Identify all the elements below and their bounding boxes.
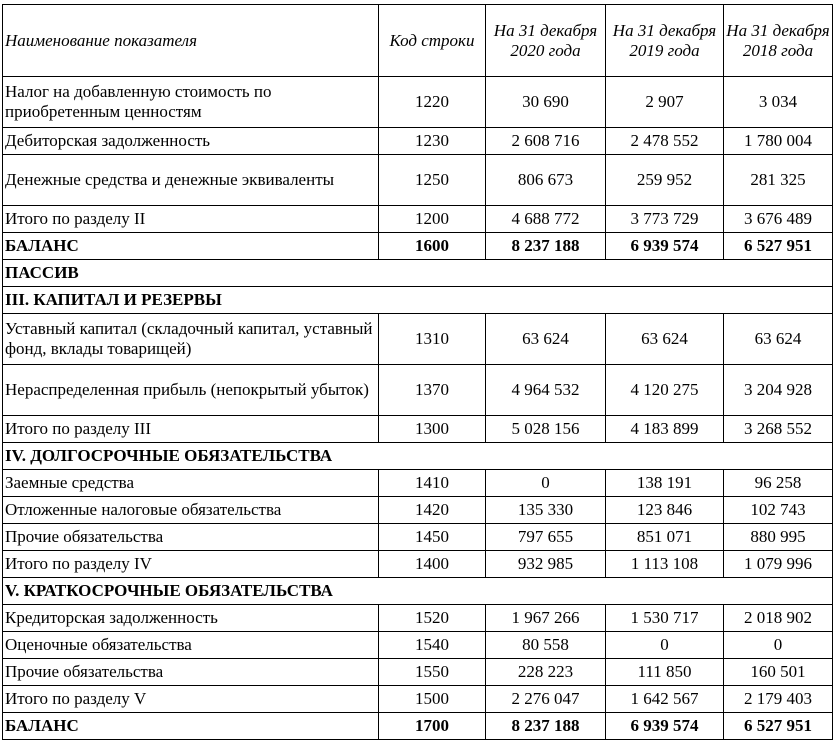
value-2018: 1 780 004 (724, 128, 833, 155)
value-2020: 5 028 156 (486, 416, 606, 443)
row-name: Дебиторская задолженность (3, 128, 379, 155)
row-code: 1450 (379, 524, 486, 551)
row-code: 1410 (379, 470, 486, 497)
section-title: III. КАПИТАЛ И РЕЗЕРВЫ (3, 287, 833, 314)
value-2020: 806 673 (486, 155, 606, 206)
section-row (3, 443, 833, 470)
value-2019: 2 478 552 (606, 128, 724, 155)
value-2018: 102 743 (724, 497, 833, 524)
table-row (3, 470, 833, 497)
row-code: 1500 (379, 686, 486, 713)
table-body (3, 77, 833, 740)
table-row (3, 605, 833, 632)
table-row (3, 632, 833, 659)
value-2018: 2 179 403 (724, 686, 833, 713)
value-2018: 63 624 (724, 314, 833, 365)
value-2019: 2 907 (606, 77, 724, 128)
section-row (3, 287, 833, 314)
section-title: V. КРАТКОСРОЧНЫЕ ОБЯЗАТЕЛЬСТВА (3, 578, 833, 605)
value-2018: 6 527 951 (724, 713, 833, 740)
row-code: 1200 (379, 206, 486, 233)
row-name: Заемные средства (3, 470, 379, 497)
table-row (3, 314, 833, 365)
row-name: Итого по разделу II (3, 206, 379, 233)
value-2020: 932 985 (486, 551, 606, 578)
value-2019: 259 952 (606, 155, 724, 206)
row-name: Нераспределенная прибыль (непокрытый убыток) (3, 365, 379, 416)
value-2019: 63 624 (606, 314, 724, 365)
row-name: Оценочные обязательства (3, 632, 379, 659)
row-name: Прочие обязательства (3, 659, 379, 686)
row-name: Налог на добавленную стоимость по приобретенным ценностям (3, 77, 379, 128)
row-code: 1400 (379, 551, 486, 578)
value-2018: 96 258 (724, 470, 833, 497)
header-date-2018: На 31 декабря 2018 года (724, 5, 833, 77)
value-2020: 4 964 532 (486, 365, 606, 416)
value-2019: 111 850 (606, 659, 724, 686)
value-2020: 1 967 266 (486, 605, 606, 632)
balance-sheet-table (2, 4, 833, 740)
row-code: 1300 (379, 416, 486, 443)
row-code: 1540 (379, 632, 486, 659)
row-code: 1600 (379, 233, 486, 260)
row-code: 1220 (379, 77, 486, 128)
header-row (3, 5, 833, 77)
value-2020: 63 624 (486, 314, 606, 365)
row-name: Итого по разделу V (3, 686, 379, 713)
table-row (3, 524, 833, 551)
row-code: 1250 (379, 155, 486, 206)
table-row (3, 77, 833, 128)
row-code: 1700 (379, 713, 486, 740)
value-2018: 2 018 902 (724, 605, 833, 632)
table-row (3, 551, 833, 578)
table-row (3, 686, 833, 713)
header-date-2019: На 31 декабря 2019 года (606, 5, 724, 77)
row-code: 1230 (379, 128, 486, 155)
value-2020: 797 655 (486, 524, 606, 551)
value-2020: 0 (486, 470, 606, 497)
section-title: IV. ДОЛГОСРОЧНЫЕ ОБЯЗАТЕЛЬСТВА (3, 443, 833, 470)
value-2020: 4 688 772 (486, 206, 606, 233)
value-2019: 6 939 574 (606, 233, 724, 260)
row-code: 1420 (379, 497, 486, 524)
row-name: БАЛАНС (3, 233, 379, 260)
table-row (3, 659, 833, 686)
value-2018: 880 995 (724, 524, 833, 551)
row-name: Денежные средства и денежные эквиваленты (3, 155, 379, 206)
table-row (3, 128, 833, 155)
value-2019: 851 071 (606, 524, 724, 551)
value-2019: 1 642 567 (606, 686, 724, 713)
section-title: ПАССИВ (3, 260, 833, 287)
row-name: Прочие обязательства (3, 524, 379, 551)
value-2020: 228 223 (486, 659, 606, 686)
table-row (3, 155, 833, 206)
value-2020: 2 608 716 (486, 128, 606, 155)
value-2019: 0 (606, 632, 724, 659)
header-date-2020: На 31 декабря 2020 года (486, 5, 606, 77)
value-2020: 8 237 188 (486, 233, 606, 260)
value-2019: 1 113 108 (606, 551, 724, 578)
value-2020: 135 330 (486, 497, 606, 524)
section-row (3, 578, 833, 605)
table-row (3, 416, 833, 443)
value-2020: 80 558 (486, 632, 606, 659)
value-2019: 123 846 (606, 497, 724, 524)
table-row (3, 497, 833, 524)
row-name: Уставный капитал (складочный капитал, уставный фонд, вклады товарищей) (3, 314, 379, 365)
row-code: 1310 (379, 314, 486, 365)
value-2020: 30 690 (486, 77, 606, 128)
value-2019: 4 183 899 (606, 416, 724, 443)
value-2018: 160 501 (724, 659, 833, 686)
value-2018: 0 (724, 632, 833, 659)
value-2018: 3 676 489 (724, 206, 833, 233)
value-2019: 6 939 574 (606, 713, 724, 740)
row-name: Отложенные налоговые обязательства (3, 497, 379, 524)
value-2018: 3 204 928 (724, 365, 833, 416)
value-2018: 3 268 552 (724, 416, 833, 443)
value-2019: 4 120 275 (606, 365, 724, 416)
section-row (3, 260, 833, 287)
row-name: Итого по разделу III (3, 416, 379, 443)
table-row (3, 206, 833, 233)
value-2020: 2 276 047 (486, 686, 606, 713)
row-name: БАЛАНС (3, 713, 379, 740)
value-2018: 1 079 996 (724, 551, 833, 578)
header-name: Наименование показателя (3, 5, 379, 77)
row-name: Кредиторская задолженность (3, 605, 379, 632)
row-code: 1370 (379, 365, 486, 416)
value-2018: 281 325 (724, 155, 833, 206)
table-row (3, 365, 833, 416)
table-row (3, 233, 833, 260)
value-2018: 6 527 951 (724, 233, 833, 260)
row-name: Итого по разделу IV (3, 551, 379, 578)
row-code: 1520 (379, 605, 486, 632)
table-row (3, 713, 833, 740)
value-2019: 3 773 729 (606, 206, 724, 233)
value-2019: 1 530 717 (606, 605, 724, 632)
row-code: 1550 (379, 659, 486, 686)
header-code: Код строки (379, 5, 486, 77)
value-2020: 8 237 188 (486, 713, 606, 740)
value-2018: 3 034 (724, 77, 833, 128)
value-2019: 138 191 (606, 470, 724, 497)
